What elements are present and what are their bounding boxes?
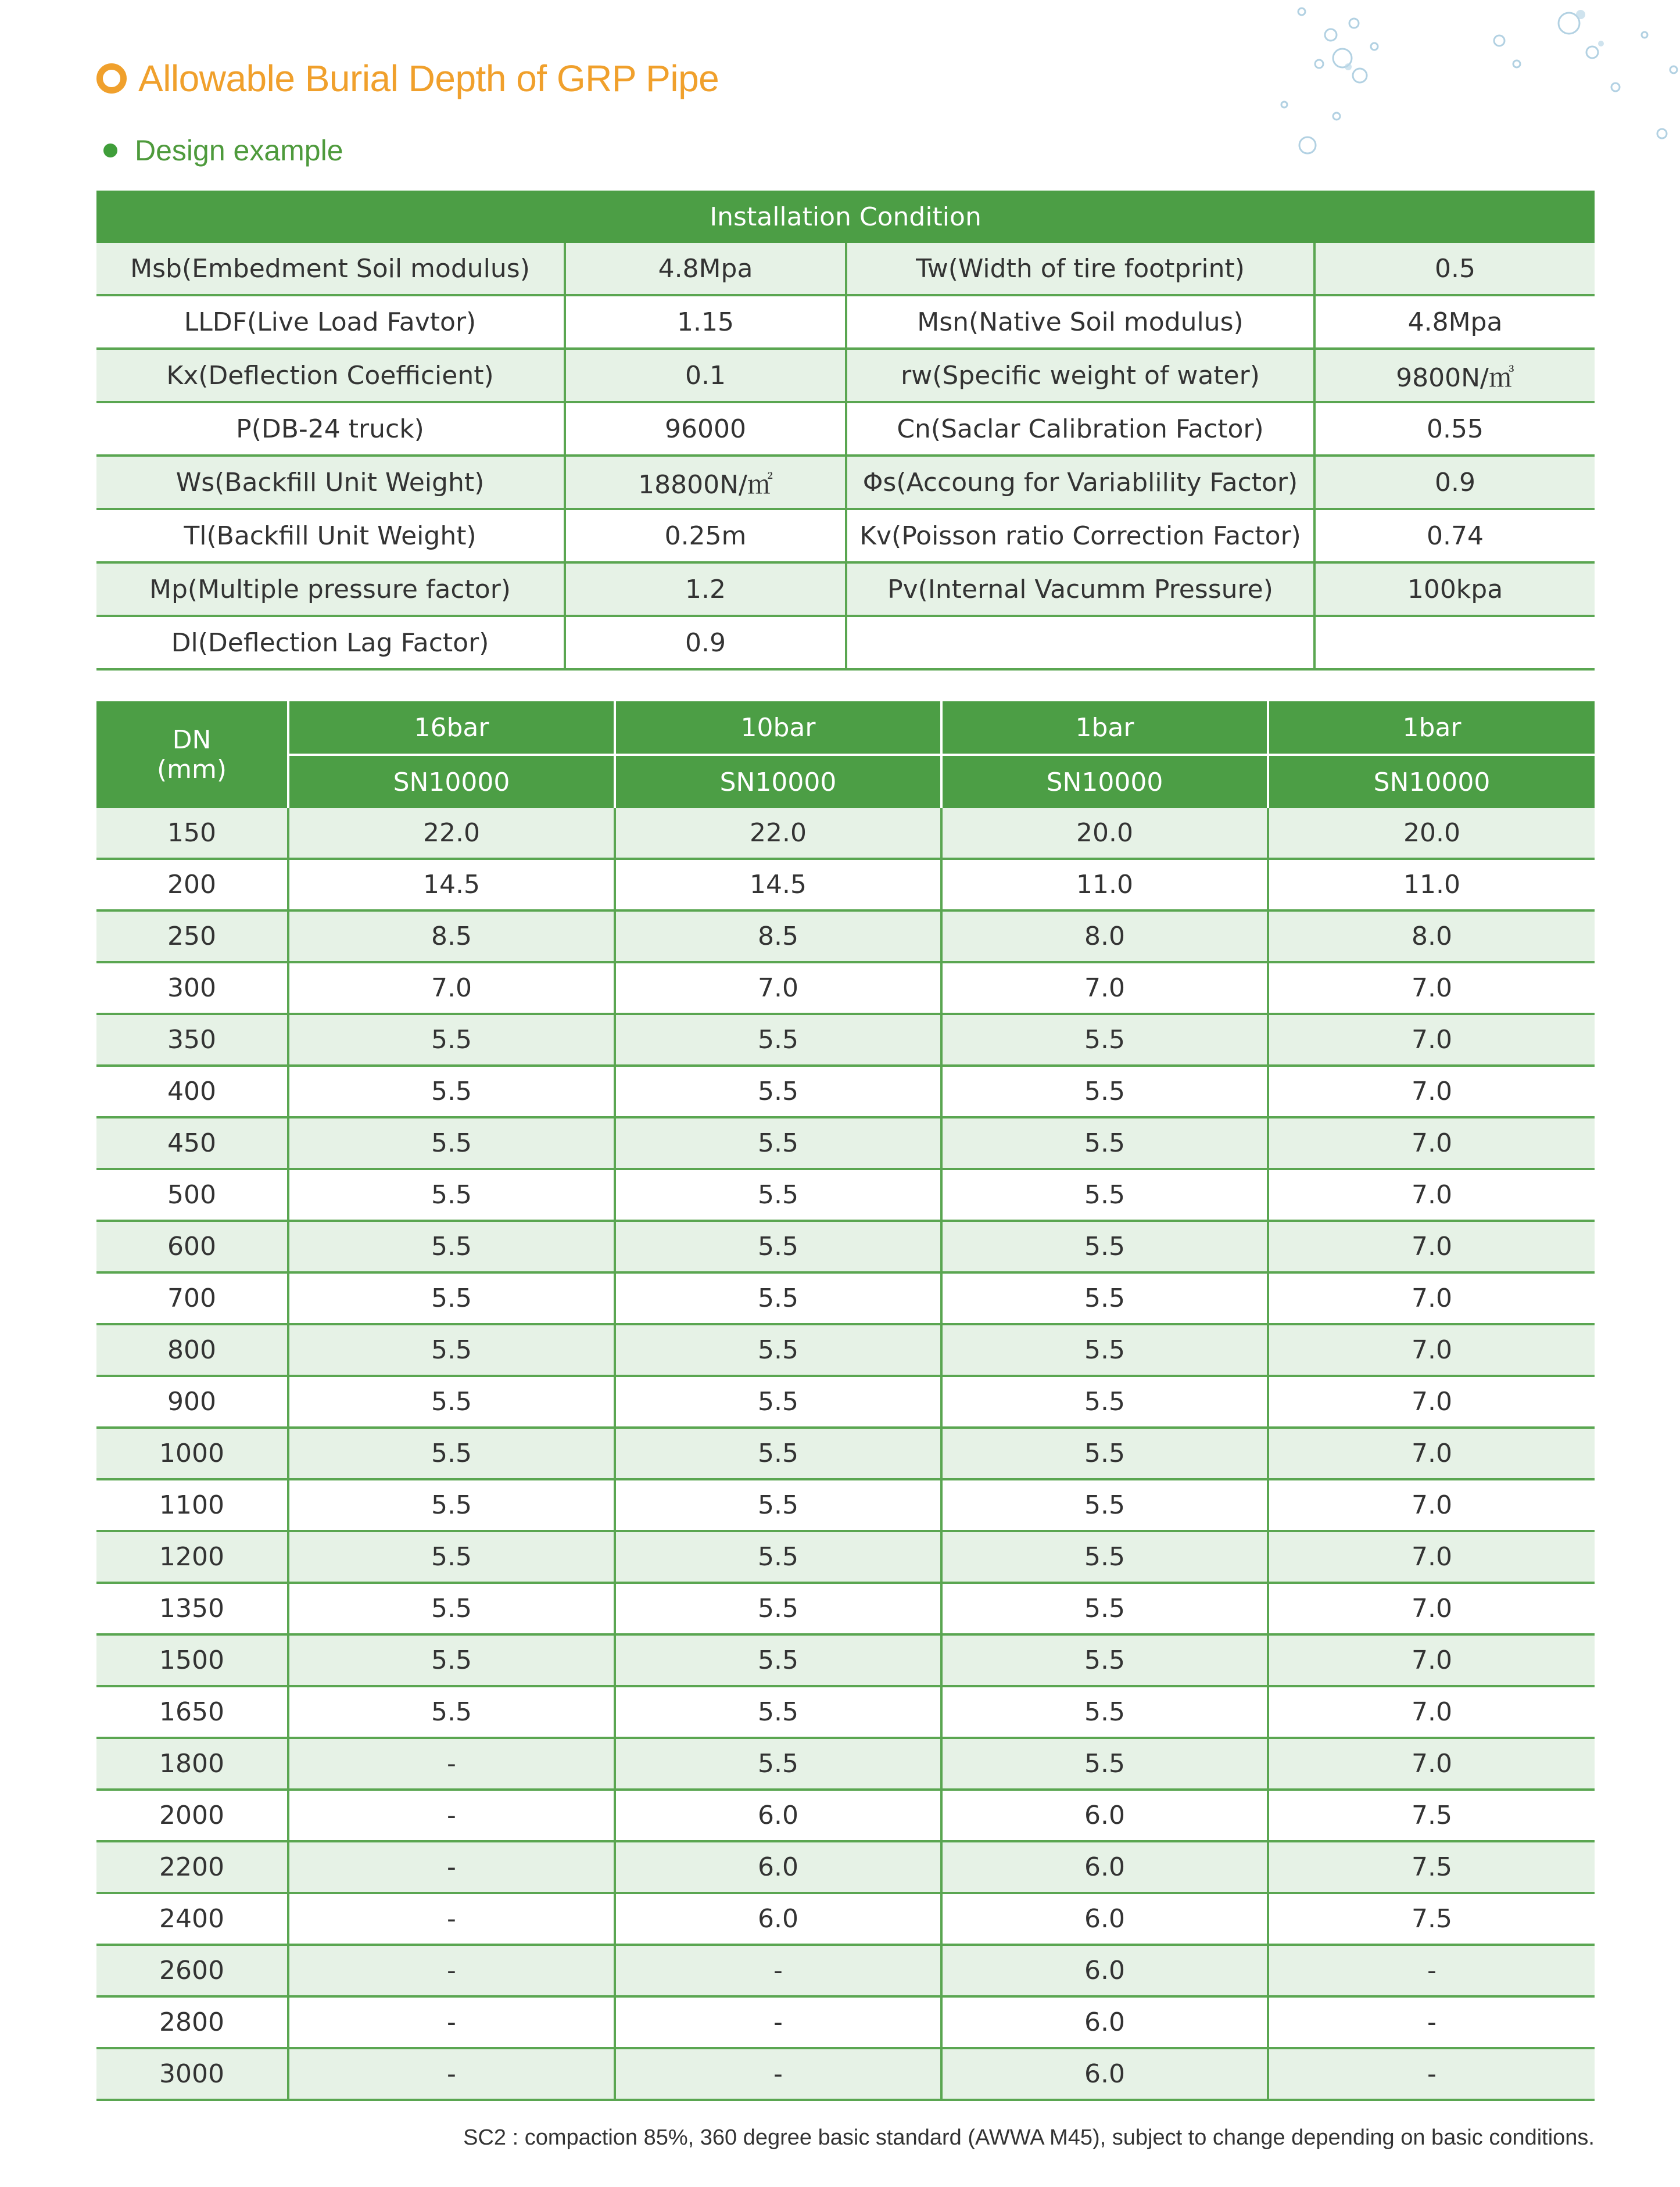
stiffness-header: SN10000 [615,755,941,808]
parameter-value: 0.9 [565,616,846,669]
stiffness-header: SN10000 [1268,755,1595,808]
table-row [96,1479,1595,1531]
depth-cell: 7.0 [1268,962,1595,1014]
depth-cell: 5.5 [941,1272,1268,1324]
depth-cell: 5.5 [288,1014,615,1066]
parameter-label: Kv(Poisson ratio Correction Factor) [846,509,1314,562]
depth-cell: - [288,1996,615,2048]
depth-cell: 5.5 [941,1738,1268,1790]
parameter-value: 1.2 [565,562,846,616]
table-row [96,1169,1595,1221]
dn-cell: 150 [96,808,288,859]
table-row [96,1117,1595,1169]
table-row [96,509,1595,562]
depth-cell: 6.0 [941,1945,1268,1996]
depth-cell: 8.0 [941,910,1268,962]
table-row [96,1686,1595,1738]
dn-cell: 250 [96,910,288,962]
parameter-value: 9800N/㎥ [1314,349,1595,402]
depth-cell: 22.0 [288,808,615,859]
depth-cell: 5.5 [288,1376,615,1428]
table-row [96,1893,1595,1945]
dn-cell: 200 [96,859,288,910]
parameter-value: 0.25m [565,509,846,562]
parameter-value: 18800N/㎡ [565,456,846,509]
depth-cell: 7.0 [1268,1634,1595,1686]
page-title [96,57,719,100]
depth-cell: 7.0 [1268,1479,1595,1531]
depth-cell: - [288,1893,615,1945]
pressure-header: 16bar [288,701,615,755]
depth-cell: 20.0 [941,808,1268,859]
parameter-label: P(DB-24 truck) [96,402,565,456]
table-row [96,562,1595,616]
depth-cell: 6.0 [941,1893,1268,1945]
parameter-label: Pv(Internal Vacumm Pressure) [846,562,1314,616]
depth-cell: 5.5 [941,1376,1268,1428]
depth-cell: 5.5 [288,1066,615,1117]
parameter-label: rw(Specific weight of water) [846,349,1314,402]
depth-cell: 5.5 [941,1014,1268,1066]
dn-cell: 1650 [96,1686,288,1738]
dn-cell: 400 [96,1066,288,1117]
depth-cell: 5.5 [288,1428,615,1479]
depth-cell: 5.5 [615,1117,941,1169]
depth-cell: 5.5 [288,1117,615,1169]
parameter-label: Tw(Width of tire footprint) [846,243,1314,295]
depth-cell: 6.0 [941,1996,1268,2048]
parameter-label: Φs(Accoung for Variablility Factor) [846,456,1314,509]
dn-cell: 1800 [96,1738,288,1790]
table-row [96,1428,1595,1479]
table-row [96,1272,1595,1324]
depth-cell: 7.0 [1268,1376,1595,1428]
depth-cell: 7.0 [1268,1066,1595,1117]
table-row [96,1324,1595,1376]
depth-cell: 14.5 [288,859,615,910]
dn-cell: 500 [96,1169,288,1221]
depth-cell: 8.5 [615,910,941,962]
parameter-value: 100kpa [1314,562,1595,616]
depth-cell: 5.5 [288,1272,615,1324]
depth-cell: 5.5 [615,1221,941,1272]
depth-cell: 5.5 [941,1634,1268,1686]
parameter-label: Msn(Native Soil modulus) [846,295,1314,349]
dn-cell: 600 [96,1221,288,1272]
dn-cell: 1200 [96,1531,288,1583]
depth-cell: 5.5 [941,1479,1268,1531]
depth-cell: 7.5 [1268,1790,1595,1841]
depth-cell: 14.5 [615,859,941,910]
table-row [96,402,1595,456]
dn-cell: 2600 [96,1945,288,1996]
depth-cell: 7.0 [1268,1272,1595,1324]
parameter-label: Cn(Saclar Calibration Factor) [846,402,1314,456]
parameter-value: 4.8Mpa [565,243,846,295]
parameter-value: 4.8Mpa [1314,295,1595,349]
dn-cell: 2000 [96,1790,288,1841]
table-row [96,1841,1595,1893]
depth-cell: 6.0 [615,1841,941,1893]
pressure-header: 1bar [941,701,1268,755]
dn-cell: 450 [96,1117,288,1169]
dn-cell: 1000 [96,1428,288,1479]
table-row [96,808,1595,859]
table-row [96,243,1595,295]
depth-cell: 5.5 [288,1634,615,1686]
table-row [96,1945,1595,1996]
table-row [96,2048,1595,2100]
dn-cell: 1100 [96,1479,288,1531]
table-row [96,1531,1595,1583]
parameter-value [1314,616,1595,669]
stiffness-header: SN10000 [941,755,1268,808]
depth-cell: - [1268,2048,1595,2100]
depth-cell: 5.5 [615,1376,941,1428]
depth-cell: - [288,1945,615,1996]
parameter-label: Mp(Multiple pressure factor) [96,562,565,616]
depth-cell: 5.5 [615,1014,941,1066]
dn-cell: 350 [96,1014,288,1066]
dn-cell: 300 [96,962,288,1014]
depth-cell: - [288,2048,615,2100]
dn-header-unit: (mm) [156,755,227,784]
table-row [96,1376,1595,1428]
table-row [96,962,1595,1014]
parameter-label [846,616,1314,669]
depth-cell: 5.5 [615,1583,941,1634]
table-row [96,1996,1595,2048]
depth-cell: 5.5 [615,1169,941,1221]
table-row [96,1221,1595,1272]
depth-cell: 5.5 [288,1686,615,1738]
table-row [96,1790,1595,1841]
pressure-header: 1bar [1268,701,1595,755]
depth-cell: 22.0 [615,808,941,859]
depth-cell: 7.0 [1268,1117,1595,1169]
depth-cell: 5.5 [615,1428,941,1479]
footnote: SC2 : compaction 85%, 360 degree basic standard (AWWA M45), subject to change depending on basic conditions. [463,2125,1595,2150]
depth-cell: 7.0 [1268,1014,1595,1066]
dn-cell: 2800 [96,1996,288,2048]
depth-cell: 8.5 [288,910,615,962]
parameter-value: 0.55 [1314,402,1595,456]
parameter-label: Msb(Embedment Soil modulus) [96,243,565,295]
depth-cell: 5.5 [615,1324,941,1376]
depth-cell: - [1268,1996,1595,2048]
depth-cell: 5.5 [288,1583,615,1634]
depth-cell: 8.0 [1268,910,1595,962]
depth-cell: 11.0 [1268,859,1595,910]
depth-cell: 7.0 [1268,1583,1595,1634]
depth-cell: 5.5 [615,1738,941,1790]
depth-cell: 5.5 [941,1428,1268,1479]
depth-cell: 5.5 [288,1221,615,1272]
depth-cell: 5.5 [941,1531,1268,1583]
section-subtitle-text: Design example [135,134,343,167]
dn-cell: 3000 [96,2048,288,2100]
depth-cell: 5.5 [615,1066,941,1117]
table-row [96,859,1595,910]
depth-cell: - [288,1841,615,1893]
depth-cell: 5.5 [941,1066,1268,1117]
circle-bullet-icon [96,63,127,94]
depth-cell: 5.5 [615,1531,941,1583]
depth-cell: 11.0 [941,859,1268,910]
table-row [96,1634,1595,1686]
parameter-value: 96000 [565,402,846,456]
depth-cell: 7.0 [1268,1738,1595,1790]
depth-cell: 5.5 [941,1583,1268,1634]
depth-cell: - [288,1738,615,1790]
depth-cell: 5.5 [615,1634,941,1686]
depth-cell: - [1268,1945,1595,1996]
depth-cell: 5.5 [941,1117,1268,1169]
depth-cell: 5.5 [288,1324,615,1376]
depth-cell: 5.5 [288,1531,615,1583]
depth-cell: 5.5 [615,1686,941,1738]
depth-cell: - [288,1790,615,1841]
table-row [96,910,1595,962]
dn-header [96,701,288,808]
table-row [96,1583,1595,1634]
depth-cell: - [615,1996,941,2048]
table-row [96,616,1595,669]
parameter-label: LLDF(Live Load Favtor) [96,295,565,349]
parameter-value: 0.74 [1314,509,1595,562]
dn-cell: 700 [96,1272,288,1324]
depth-cell: 5.5 [941,1169,1268,1221]
depth-cell: 6.0 [615,1893,941,1945]
depth-cell: 6.0 [941,1841,1268,1893]
table-row [96,295,1595,349]
depth-cell: 7.0 [1268,1428,1595,1479]
table-row [96,1066,1595,1117]
depth-cell: 7.0 [1268,1686,1595,1738]
depth-cell: 5.5 [288,1479,615,1531]
dn-cell: 900 [96,1376,288,1428]
depth-cell: 7.0 [941,962,1268,1014]
depth-cell: 20.0 [1268,808,1595,859]
depth-cell: 7.0 [1268,1169,1595,1221]
depth-cell: 7.0 [1268,1221,1595,1272]
parameter-label: Tl(Backfill Unit Weight) [96,509,565,562]
depth-cell: - [615,2048,941,2100]
depth-cell: 5.5 [615,1479,941,1531]
depth-cell: 5.5 [941,1686,1268,1738]
parameter-value: 1.15 [565,295,846,349]
depth-cell: 5.5 [941,1324,1268,1376]
depth-cell: 6.0 [941,2048,1268,2100]
dn-cell: 2200 [96,1841,288,1893]
dot-bullet-icon [103,144,117,157]
dn-cell: 800 [96,1324,288,1376]
dn-cell: 1350 [96,1583,288,1634]
section-subtitle [103,134,343,167]
depth-cell: 6.0 [615,1790,941,1841]
dn-header-label: DN [172,725,212,755]
stiffness-header: SN10000 [288,755,615,808]
table-row [96,349,1595,402]
parameter-value: 0.9 [1314,456,1595,509]
depth-cell: 7.0 [288,962,615,1014]
table-row [96,456,1595,509]
parameter-label: Kx(Deflection Coefficient) [96,349,565,402]
depth-cell: 7.0 [1268,1324,1595,1376]
depth-cell: 5.5 [941,1221,1268,1272]
depth-cell: 7.5 [1268,1893,1595,1945]
depth-cell: 5.5 [615,1272,941,1324]
dn-cell: 2400 [96,1893,288,1945]
parameter-label: Dl(Deflection Lag Factor) [96,616,565,669]
parameter-value: 0.1 [565,349,846,402]
depth-cell: 7.0 [1268,1531,1595,1583]
table-row [96,1738,1595,1790]
burial-depth-table [96,701,1595,2101]
page-title-text: Allowable Burial Depth of GRP Pipe [138,58,719,99]
pressure-header: 10bar [615,701,941,755]
installation-condition-header: Installation Condition [96,191,1595,243]
parameter-label: Ws(Backfill Unit Weight) [96,456,565,509]
water-bubbles-decoration [1267,0,1680,192]
dn-cell: 1500 [96,1634,288,1686]
installation-condition-table [96,191,1595,671]
table-row [96,1014,1595,1066]
depth-cell: 6.0 [941,1790,1268,1841]
depth-cell: 7.5 [1268,1841,1595,1893]
depth-cell: 7.0 [615,962,941,1014]
depth-cell: 5.5 [288,1169,615,1221]
depth-cell: - [615,1945,941,1996]
parameter-value: 0.5 [1314,243,1595,295]
